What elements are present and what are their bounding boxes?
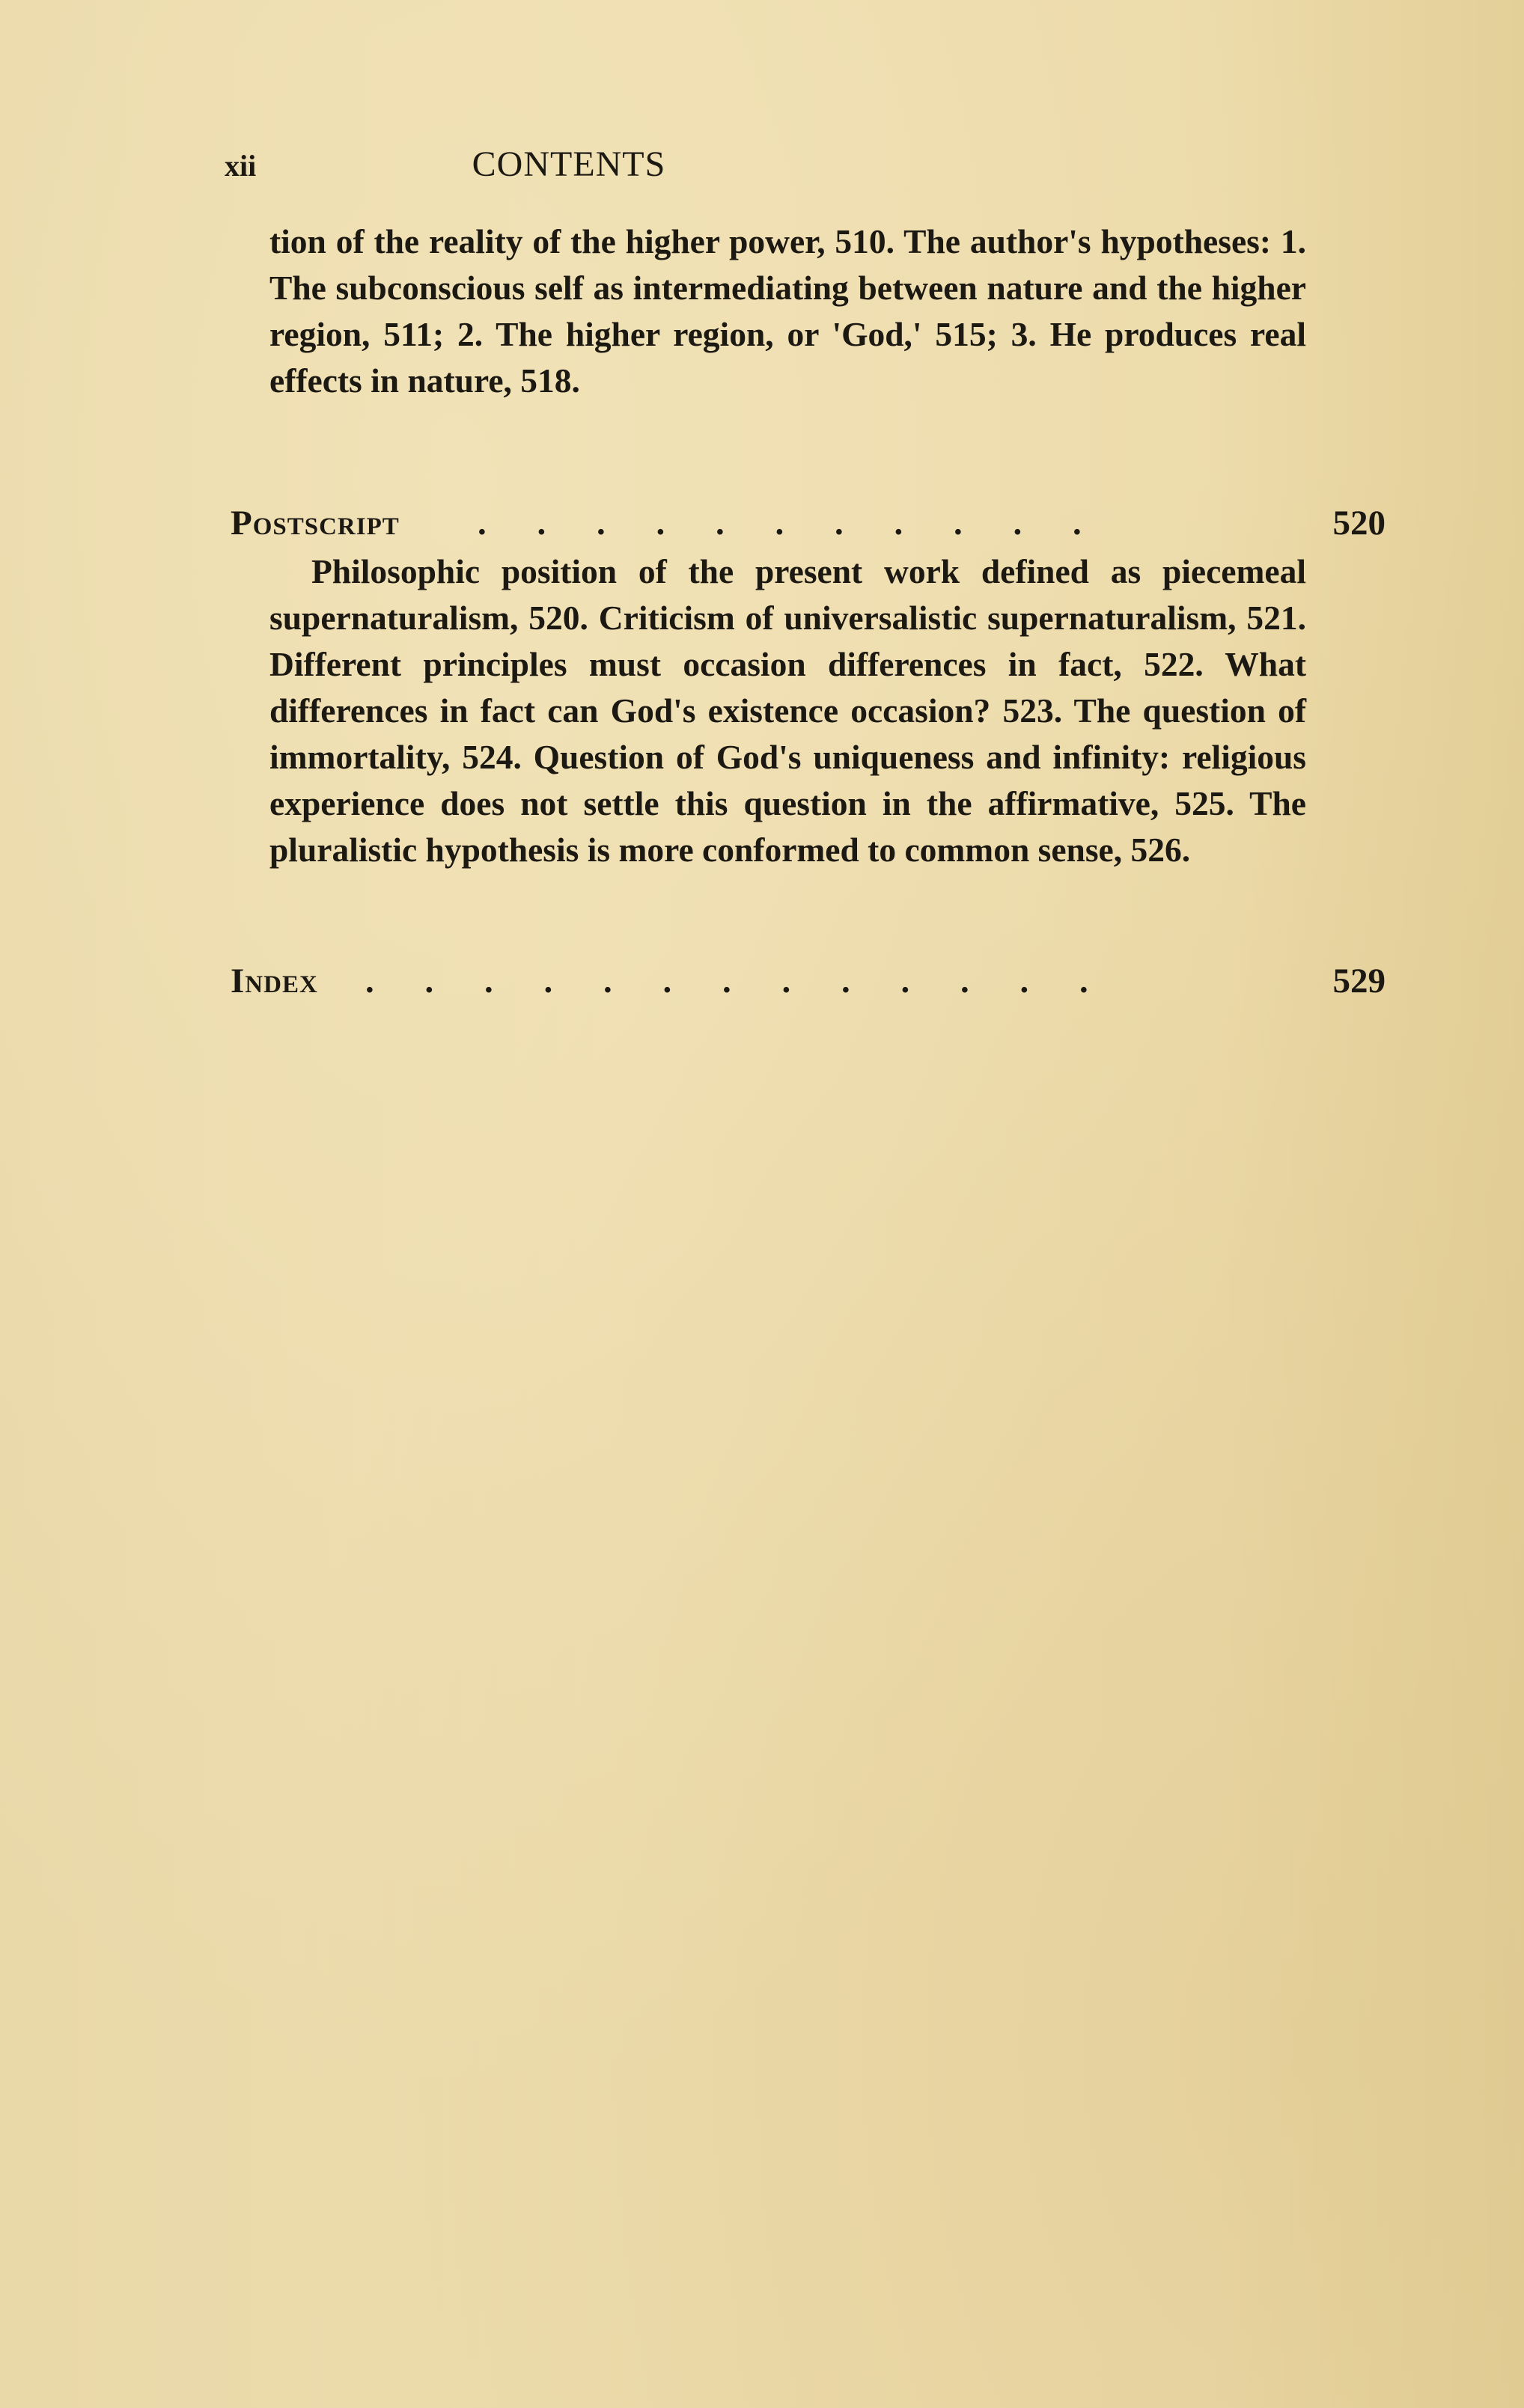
toc-entry-page: 520 xyxy=(1332,504,1386,543)
toc-leader-dots: . . . . . . . . . . . xyxy=(478,504,1103,543)
toc-leader-dots: . . . . . . . . . . . . . xyxy=(365,962,1109,1000)
toc-entry-postscript xyxy=(231,503,1386,551)
toc-entry-index xyxy=(231,961,1386,1009)
page-number: xii xyxy=(225,149,257,183)
continuation-paragraph: tion of the reality of the higher power, 510. The author's hypotheses: 1. The subconscious self as intermediating between nature and the higher region, 511; 2. The higher region, or 'God,' 515; 3. He produces real effects in nature, 518. xyxy=(269,222,1306,400)
toc-entry-title: Postscript xyxy=(231,504,400,543)
toc-entry-title: Index xyxy=(231,962,318,1000)
page-header xyxy=(225,144,913,192)
toc-entry-page: 529 xyxy=(1332,962,1386,1000)
postscript-summary: Philosophic position of the present work defined as piecemeal supernaturalism, 520. Criticism of universalistic supernaturalism, 521. Different principles must occasion differences in fact, 522. What differences in fact can God's existence occasion? 523. The question of immortality, 524. Question of God's uniqueness and infinity: religious experience does not settle this question in the affirmative, 525. The pluralistic hypothesis is more conformed to common sense, 526. xyxy=(269,552,1306,869)
running-title: CONTENTS xyxy=(472,144,666,184)
